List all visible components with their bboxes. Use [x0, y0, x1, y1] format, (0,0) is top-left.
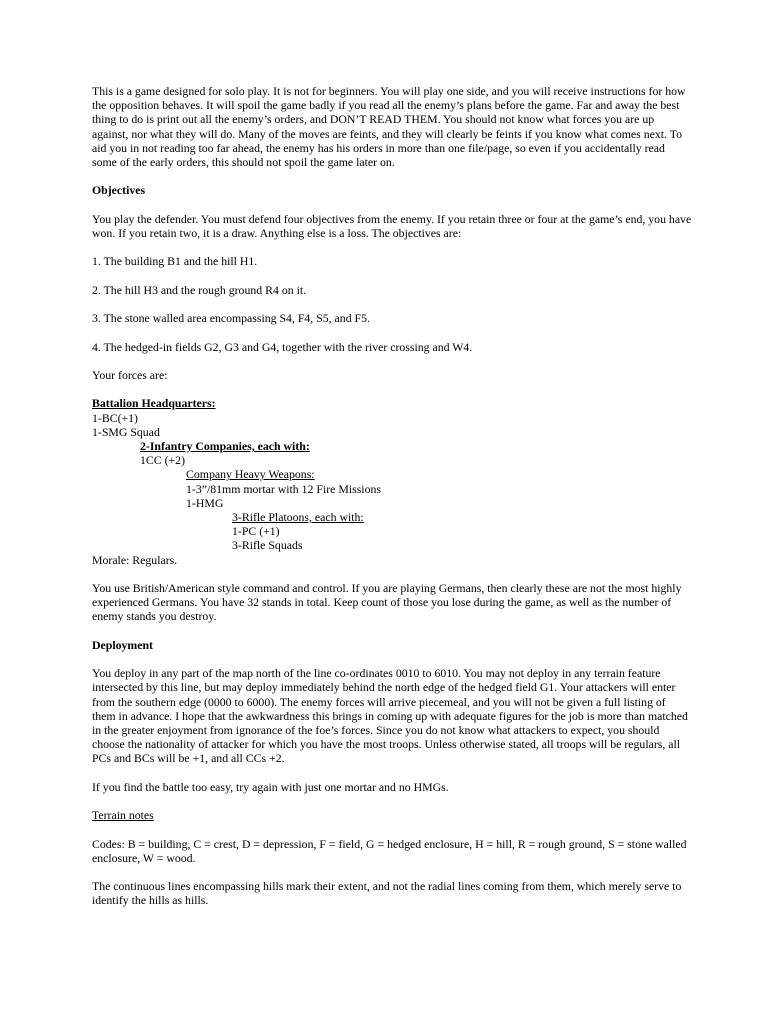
infantry-companies-heading: 2-Infantry Companies, each with: [140, 438, 310, 453]
objective-item-3: 3. The stone walled area encompassing S4, F4, S5, and F5. [92, 311, 370, 326]
rifle-platoons-heading: 3-Rifle Platoons, each with: [232, 509, 364, 524]
battalion-hq-heading: Battalion Headquarters: [92, 396, 216, 411]
hmg-entry: 1-HMG [186, 495, 224, 510]
smg-squad: 1-SMG Squad [92, 424, 160, 439]
intro-paragraph: This is a game designed for solo play. It is not for beginners. You will play one side, and you will receive instructions for how the opposition behaves. It will spoil the game badly if you read all the enemy’s plans before the game. Far and away the best thing to do is print out all the enemy’s orders, and DON’T READ THEM. You should not know what forces you are up against, nor what they will do. Many of the moves are feints, and they will clearly be feints if you know what comes next. To aid you in not reading too far ahead, the enemy has his orders in more than one file/page, so even if you accidentally read some of the early orders, this should not spoil the game later on. [92, 84, 686, 170]
terrain-notes-heading: Terrain notes [92, 808, 154, 823]
command-paragraph: You use British/American style command and control. If you are playing Germans, then clearly these are not the most highly experienced Germans. You have 32 stands in total. Keep count of those you lose during the game, as well as the number of enemy stands you destroy. [92, 580, 682, 624]
company-commander: 1CC (+2) [140, 453, 185, 468]
objectives-text: You play the defender. You must defend four objectives from the enemy. If you retain three or four at the game’s end, you have won. If you retain two, it is a draw. Anything else is a loss. The objectives are: [92, 211, 692, 240]
heavy-weapons-heading: Company Heavy Weapons: [186, 467, 315, 482]
platoon-commander: 1-PC (+1) [232, 524, 280, 539]
document-page [92, 84, 692, 922]
objective-item-4: 4. The hedged-in fields G2, G3 and G4, together with the river crossing and W4. [92, 339, 473, 354]
objectives-heading: Objectives [92, 183, 146, 198]
terrain-codes: Codes: B = building, C = crest, D = depression, F = field, G = hedged enclosure, H = hill, R = rough ground, S = stone walled enclosure, W = wood. [92, 836, 687, 865]
battalion-commander: 1-BC(+1) [92, 410, 138, 425]
objective-item-2: 2. The hill H3 and the rough ground R4 on it. [92, 282, 307, 297]
order-of-battle [92, 396, 692, 566]
difficulty-note: If you find the battle too easy, try again with just one mortar and no HMGs. [92, 779, 449, 794]
mortar-entry: 1-3”/81mm mortar with 12 Fire Missions [186, 481, 381, 496]
objective-item-1: 1. The building B1 and the hill H1. [92, 254, 258, 269]
morale-line: Morale: Regulars. [92, 552, 178, 567]
rifle-squads: 3-Rifle Squads [232, 538, 303, 553]
terrain-lines-note: The continuous lines encompassing hills mark their extent, and not the radial lines coming from them, which merely serve to identify the hills as hills. [92, 879, 682, 908]
forces-intro: Your forces are: [92, 367, 168, 382]
deployment-heading: Deployment [92, 637, 153, 652]
deployment-text: You deploy in any part of the map north of the line co-ordinates 0010 to 6010. You may not deploy in any terrain feature intersected by this line, but may deploy immediately behind the north edge of the hedged field G1. Your attackers will enter from the southern edge (0000 to 6000). The enemy forces will arrive piecemeal, and you will not be given a full listing of them in advance. I hope that the awkwardness this brings in coming up with adequate figures for the job is more than matched in the greater enjoyment from ignorance of the foe’s forces. Since you do not know what attackers to expect, you should choose the nationality of attacker for which you have the most troops. Unless otherwise stated, all troops will be regulars, all PCs and BCs will be +1, and all CCs +2. [92, 666, 688, 766]
